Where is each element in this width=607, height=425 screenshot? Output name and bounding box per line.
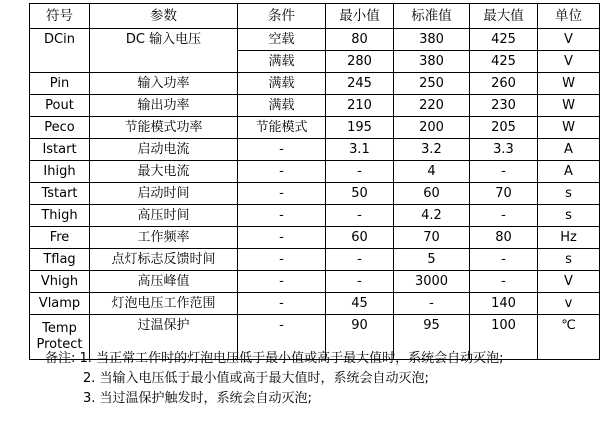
- cell-condition: -: [238, 271, 326, 293]
- header-unit: 单位: [538, 4, 600, 29]
- cell-max: 230: [470, 95, 538, 117]
- cell-max: -: [470, 249, 538, 271]
- cell-symbol: Pout: [30, 95, 90, 117]
- cell-max: 260: [470, 73, 538, 95]
- cell-max: 205: [470, 117, 538, 139]
- cell-min: -: [326, 161, 394, 183]
- cell-condition: -: [238, 139, 326, 161]
- cell-unit: V: [538, 51, 600, 73]
- cell-max: -: [470, 161, 538, 183]
- cell-param: 启动电流: [90, 139, 238, 161]
- cell-max: 100: [470, 315, 538, 360]
- cell-min: -: [326, 271, 394, 293]
- cell-param: 输出功率: [90, 95, 238, 117]
- cell-param: 启动时间: [90, 183, 238, 205]
- cell-max: 425: [470, 51, 538, 73]
- cell-max: -: [470, 271, 538, 293]
- cell-min: -: [326, 249, 394, 271]
- cell-symbol: Pin: [30, 73, 90, 95]
- cell-typ: 95: [394, 315, 470, 360]
- table-row: [30, 95, 600, 117]
- cell-condition: 满载: [238, 95, 326, 117]
- cell-condition: -: [238, 227, 326, 249]
- cell-symbol: Temp Protect: [30, 315, 90, 360]
- cell-min: 210: [326, 95, 394, 117]
- table-row: [30, 271, 600, 293]
- header-max: 最大值: [470, 4, 538, 29]
- cell-symbol: Vhigh: [30, 271, 90, 293]
- cell-symbol: Vlamp: [30, 293, 90, 315]
- cell-max: 3.3: [470, 139, 538, 161]
- cell-param: 灯泡电压工作范围: [90, 293, 238, 315]
- table-row: [30, 29, 600, 51]
- cell-max: 70: [470, 183, 538, 205]
- cell-typ: 4.2: [394, 205, 470, 227]
- cell-condition: -: [238, 315, 326, 360]
- cell-unit: W: [538, 95, 600, 117]
- table-row: [30, 73, 600, 95]
- cell-condition: 空载: [238, 29, 326, 51]
- cell-unit: V: [538, 29, 600, 51]
- cell-symbol: Tstart: [30, 183, 90, 205]
- cell-typ: 3.2: [394, 139, 470, 161]
- table-header-row: [30, 4, 600, 29]
- notes-section: [45, 349, 503, 409]
- cell-unit: Hz: [538, 227, 600, 249]
- note-item-2: 2. 当输入电压低于最小值或高于最大值时，系统会自动灭泡;: [83, 371, 429, 386]
- cell-condition: 满载: [238, 73, 326, 95]
- cell-min: 280: [326, 51, 394, 73]
- cell-unit: W: [538, 117, 600, 139]
- cell-condition: -: [238, 293, 326, 315]
- cell-symbol: Istart: [30, 139, 90, 161]
- cell-typ: 380: [394, 51, 470, 73]
- cell-typ: 200: [394, 117, 470, 139]
- table-row: [30, 139, 600, 161]
- cell-typ: 5: [394, 249, 470, 271]
- note-item-3: 3. 当过温保护触发时，系统会自动灭泡;: [83, 391, 312, 406]
- cell-unit: s: [538, 205, 600, 227]
- cell-max: -: [470, 205, 538, 227]
- cell-param: 节能模式功率: [90, 117, 238, 139]
- cell-unit: v: [538, 293, 600, 315]
- cell-condition: 满载: [238, 51, 326, 73]
- cell-min: 60: [326, 227, 394, 249]
- cell-min: -: [326, 205, 394, 227]
- table-row: [30, 117, 600, 139]
- cell-unit: ℃: [538, 315, 600, 360]
- header-typ: 标准值: [394, 4, 470, 29]
- cell-max: 425: [470, 29, 538, 51]
- cell-max: 140: [470, 293, 538, 315]
- cell-typ: 4: [394, 161, 470, 183]
- cell-param: 工作频率: [90, 227, 238, 249]
- cell-param: 高压时间: [90, 205, 238, 227]
- table-row: [30, 205, 600, 227]
- header-param: 参数: [90, 4, 238, 29]
- note-item-1: [45, 349, 503, 369]
- table-row: [30, 161, 600, 183]
- cell-unit: A: [538, 161, 600, 183]
- cell-typ: 70: [394, 227, 470, 249]
- cell-min: 50: [326, 183, 394, 205]
- cell-typ: 380: [394, 29, 470, 51]
- cell-symbol: Peco: [30, 117, 90, 139]
- spec-table: [29, 3, 600, 360]
- cell-min: 45: [326, 293, 394, 315]
- header-min: 最小值: [326, 4, 394, 29]
- cell-param: 输入功率: [90, 73, 238, 95]
- cell-min: 195: [326, 117, 394, 139]
- cell-condition: -: [238, 183, 326, 205]
- cell-symbol: Tflag: [30, 249, 90, 271]
- note-text: 1. 当正常工作时的灯泡电压低于最小值或高于最大值时，系统会自动灭泡;: [79, 351, 504, 366]
- cell-min: 245: [326, 73, 394, 95]
- table-row: [30, 183, 600, 205]
- cell-unit: A: [538, 139, 600, 161]
- cell-param: 过温保护: [90, 315, 238, 360]
- cell-max: 80: [470, 227, 538, 249]
- table-row: [30, 227, 600, 249]
- header-symbol: 符号: [30, 4, 90, 29]
- table-row: [30, 249, 600, 271]
- cell-unit: s: [538, 249, 600, 271]
- cell-condition: -: [238, 161, 326, 183]
- cell-min: 80: [326, 29, 394, 51]
- cell-min: 3.1: [326, 139, 394, 161]
- cell-condition: 节能模式: [238, 117, 326, 139]
- cell-param: 高压峰值: [90, 271, 238, 293]
- cell-min: 90: [326, 315, 394, 360]
- cell-condition: -: [238, 249, 326, 271]
- cell-typ: -: [394, 293, 470, 315]
- cell-unit: s: [538, 183, 600, 205]
- cell-symbol: Thigh: [30, 205, 90, 227]
- cell-typ: 3000: [394, 271, 470, 293]
- cell-param: DC 输入电压: [90, 29, 238, 73]
- header-condition: 条件: [238, 4, 326, 29]
- cell-unit: W: [538, 73, 600, 95]
- cell-typ: 60: [394, 183, 470, 205]
- cell-typ: 250: [394, 73, 470, 95]
- cell-symbol: Fre: [30, 227, 90, 249]
- notes-label: 备注:: [45, 351, 76, 366]
- cell-unit: V: [538, 271, 600, 293]
- cell-param: 点灯标志反馈时间: [90, 249, 238, 271]
- cell-param: 最大电流: [90, 161, 238, 183]
- table-row: [30, 293, 600, 315]
- cell-typ: 220: [394, 95, 470, 117]
- cell-symbol: Ihigh: [30, 161, 90, 183]
- cell-condition: -: [238, 205, 326, 227]
- cell-symbol: DCin: [30, 29, 90, 73]
